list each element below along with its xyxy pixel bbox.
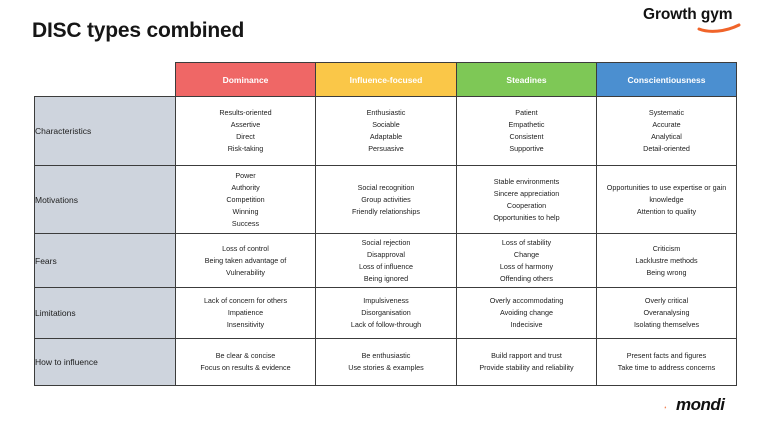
table-cell bbox=[316, 97, 457, 166]
cell-line: Persuasive bbox=[368, 144, 404, 153]
table-cell bbox=[597, 288, 737, 339]
row-header-motivations: Motivations bbox=[35, 166, 176, 234]
table-cell bbox=[176, 339, 316, 386]
cell-line: Loss of harmony bbox=[499, 261, 554, 271]
table-row-how-to-influence bbox=[35, 339, 737, 386]
cell-line: Power bbox=[235, 170, 256, 180]
table-cell bbox=[176, 97, 316, 166]
cell-line: Vulnerability bbox=[226, 267, 265, 277]
cell-line: Be clear & concise bbox=[215, 351, 276, 360]
table-cell bbox=[457, 166, 597, 234]
row-header-limitations: Limitations bbox=[35, 288, 176, 339]
cell-line: Group activities bbox=[361, 194, 411, 204]
cell-line: Use stories & examples bbox=[348, 363, 424, 372]
table-cell bbox=[457, 234, 597, 288]
disc-table bbox=[34, 62, 737, 386]
table-cell bbox=[176, 288, 316, 339]
cell-line: Be enthusiastic bbox=[361, 351, 411, 360]
column-header-conscientiousness: Conscientiousness bbox=[597, 63, 737, 97]
cell-line: Build rapport and trust bbox=[491, 351, 562, 360]
cell-line: Patient bbox=[515, 108, 538, 117]
cell-line: Overanalysing bbox=[643, 308, 690, 317]
cell-line: Authority bbox=[231, 182, 260, 192]
cell-line: Adaptable bbox=[369, 132, 403, 141]
cell-line: Lacklustre methods bbox=[635, 255, 698, 265]
table-cell bbox=[597, 166, 737, 234]
cell-line: Competition bbox=[226, 194, 265, 204]
cell-line: Social recognition bbox=[357, 182, 415, 192]
cell-line: Criticism bbox=[652, 243, 681, 253]
cell-line: Detail-oriented bbox=[643, 144, 690, 153]
cell-line: Impatience bbox=[227, 308, 264, 317]
cell-line: Accurate bbox=[652, 120, 681, 129]
cell-line: Empathetic bbox=[508, 120, 545, 129]
cell-line: Insensitivity bbox=[226, 320, 265, 329]
cell-line: Change bbox=[513, 249, 540, 259]
table-cell bbox=[316, 166, 457, 234]
cell-line: Being ignored bbox=[363, 273, 409, 283]
table-cell bbox=[457, 339, 597, 386]
row-header-how-to-influence: How to influence bbox=[35, 339, 176, 386]
cell-line: Opportunities to use expertise or gain knowledge bbox=[606, 182, 727, 204]
cell-line: Systematic bbox=[648, 108, 685, 117]
cell-line: Stable environments bbox=[493, 176, 560, 186]
cell-line: Being taken advantage of bbox=[204, 255, 287, 265]
cell-line: Sociable bbox=[372, 120, 400, 129]
cell-line: Avoiding change bbox=[499, 308, 554, 317]
cell-line: Loss of control bbox=[222, 243, 269, 253]
cell-line: Focus on results & evidence bbox=[200, 363, 291, 372]
table-cell bbox=[176, 166, 316, 234]
page-title: DISC types combined bbox=[32, 19, 245, 42]
column-header-influence: Influence-focused bbox=[316, 63, 457, 97]
cell-line: Direct bbox=[236, 132, 255, 141]
cell-line: Provide stability and reliability bbox=[479, 363, 574, 372]
cell-line: Opportunities to help bbox=[493, 212, 560, 222]
cell-line: Indecisive bbox=[510, 320, 543, 329]
cell-line: Overly accommodating bbox=[489, 296, 564, 305]
column-header-steadiness: Steadines bbox=[457, 63, 597, 97]
cell-line: Social rejection bbox=[361, 237, 411, 247]
cell-line: Loss of stability bbox=[501, 237, 552, 247]
cell-line: Sincere appreciation bbox=[493, 188, 560, 198]
table-cell bbox=[597, 339, 737, 386]
table-cell bbox=[457, 288, 597, 339]
table-row-limitations bbox=[35, 288, 737, 339]
table-row-fears bbox=[35, 234, 737, 288]
cell-line: Consistent bbox=[509, 132, 544, 141]
cell-line: Present facts and figures bbox=[626, 351, 707, 360]
cell-line: Results-oriented bbox=[219, 108, 272, 117]
cell-line: Offending others bbox=[499, 273, 553, 283]
cell-line: Risk-taking bbox=[227, 144, 264, 153]
cell-line: Friendly relationships bbox=[352, 206, 420, 216]
cell-line: Lack of concern for others bbox=[203, 296, 288, 305]
brand-underline-icon bbox=[697, 21, 741, 35]
table-row-motivations bbox=[35, 166, 737, 234]
cell-line: Success bbox=[231, 218, 260, 228]
row-header-characteristics: Characteristics bbox=[35, 97, 176, 166]
cell-line: Lack of follow-through bbox=[350, 320, 422, 329]
table-cell bbox=[316, 339, 457, 386]
cell-line: Enthusiastic bbox=[366, 108, 406, 117]
table-cell bbox=[176, 234, 316, 288]
table-cell bbox=[457, 97, 597, 166]
table-corner bbox=[35, 63, 176, 97]
cell-line: Disapproval bbox=[367, 249, 405, 259]
mondi-logo: mondi bbox=[676, 395, 725, 414]
cell-line: Supportive bbox=[509, 144, 544, 153]
column-header-dominance: Dominance bbox=[176, 63, 316, 97]
cell-line: Disorganisation bbox=[361, 308, 411, 317]
cell-line: Being wrong bbox=[646, 267, 687, 277]
table-header-row bbox=[35, 63, 737, 97]
table-cell bbox=[316, 288, 457, 339]
cell-line: Isolating themselves bbox=[633, 320, 700, 329]
cell-line: Winning bbox=[232, 206, 259, 216]
table-cell bbox=[597, 97, 737, 166]
cell-line: Loss of influence bbox=[359, 261, 413, 271]
table-row-characteristics bbox=[35, 97, 737, 166]
table-cell bbox=[597, 234, 737, 288]
cell-line: Overly critical bbox=[644, 296, 689, 305]
cell-line: Take time to address concerns bbox=[617, 363, 716, 372]
cell-line: Analytical bbox=[651, 132, 682, 141]
cell-line: Cooperation bbox=[506, 200, 547, 210]
table-cell bbox=[316, 234, 457, 288]
row-header-fears: Fears bbox=[35, 234, 176, 288]
growth-gym-logo: Growth gym bbox=[643, 6, 733, 23]
cell-line: Impulsiveness bbox=[363, 296, 409, 305]
cell-line: Attention to quality bbox=[636, 206, 697, 216]
cell-line: Assertive bbox=[230, 120, 261, 129]
